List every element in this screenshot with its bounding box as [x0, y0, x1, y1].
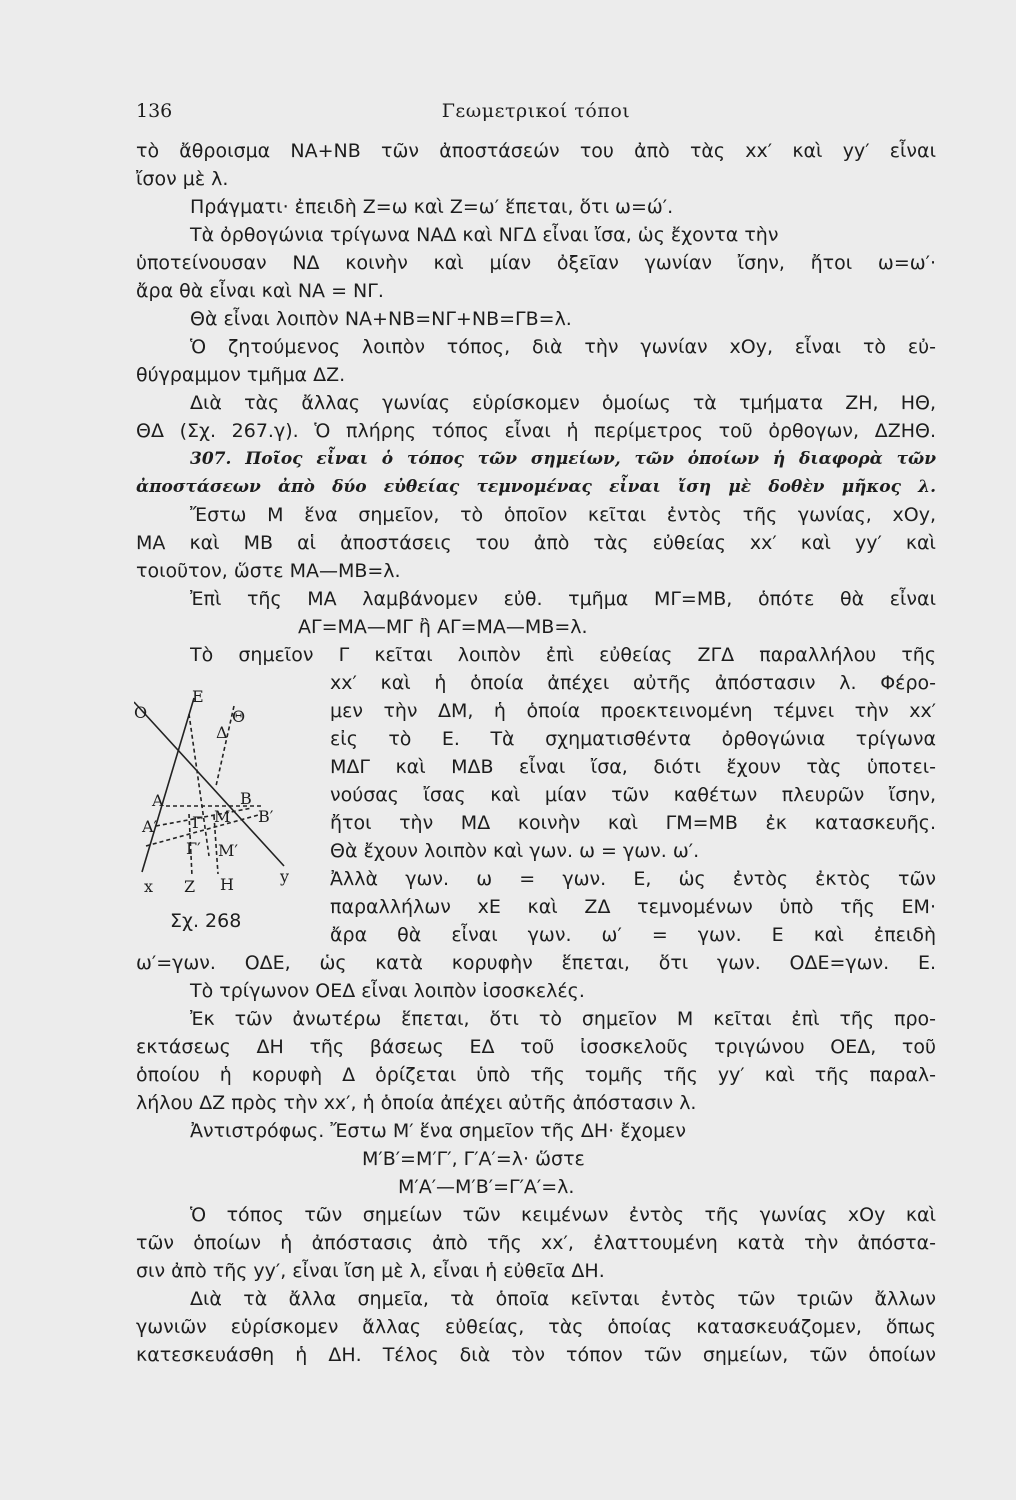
text-line: Ἔστω Μ ἕνα σημεῖον, τὸ ὁποῖον κεῖται ἐντὸς τῆς γωνίας, xOy, [190, 504, 936, 526]
figure-label: M′ [218, 841, 239, 860]
text-line: ἀποστάσεων ἀπὸ δύο εὐθείας τεμνομένας εἶναι ἴση μὲ δοθὲν μῆκος λ. [136, 477, 936, 497]
text-line: Ἀντιστρόφως. Ἔστω Μ′ ἕνα σημεῖον τῆς ΔΗ· ἔχομεν [190, 1120, 687, 1142]
figure-label: x [144, 877, 154, 896]
figure-label: y [280, 867, 290, 886]
running-header [136, 100, 936, 136]
figure-label: Δ [216, 723, 228, 742]
text-line: ἄρα θὰ εἶναι καὶ ΝΑ = ΝΓ. [136, 280, 384, 302]
figure-label: Θ [232, 707, 246, 726]
figure-label: E [192, 687, 204, 706]
figure-label: B′ [258, 807, 274, 826]
text-line: ἴσον μὲ λ. [136, 168, 229, 190]
text-line: παραλλήλων xE καὶ ΖΔ τεμνομένων ὑπὸ τῆς ΕΜ· [330, 896, 936, 918]
line-apbp [156, 808, 252, 826]
text-line: Ὁ τόπος τῶν σημείων τῶν κειμένων ἐντὸς τῆς γωνίας xOy καὶ [190, 1204, 936, 1226]
figure-caption: Σχ. 268 [170, 910, 242, 932]
text-line: Διὰ τὰς ἄλλας γωνίας εὑρίσκομεν ὁμοίως τὰ τμήματα ΖΗ, ΗΘ, [190, 392, 936, 414]
text-line: τοιοῦτον, ὥστε ΜΑ—ΜΒ=λ. [136, 560, 401, 582]
text-line: Ἀλλὰ γων. ω = γων. Ε, ὡς ἐντὸς ἐκτὸς τῶν [330, 868, 936, 890]
text-line: Ἐπὶ τῆς ΜΑ λαμβάνομεν εὐθ. τμῆμα ΜΓ=ΜΒ, ὁπότε θὰ εἶναι [190, 588, 936, 610]
figure-label: Γ [192, 813, 204, 832]
text-line: 307. Ποῖος εἶναι ὁ τόπος τῶν σημείων, τῶν ὁποίων ἡ διαφορὰ τῶν [190, 449, 936, 469]
text-line: Μ′Α′—Μ′Β′=Γ′Α′=λ. [398, 1176, 575, 1198]
text-line: xx′ καὶ ἡ ὁποία ἀπέχει αὐτῆς ἀπόστασιν λ. Φέρο- [330, 672, 936, 694]
text-line: τὸ ἄθροισμα ΝΑ+ΝΒ τῶν ἀποστάσεών του ἀπὸ τὰς xx′ καὶ yy′ εἶναι [136, 140, 936, 162]
text-line: σιν ἀπὸ τῆς yy′, εἶναι ἴση μὲ λ, εἶναι ἡ εὐθεῖα ΔΗ. [136, 1260, 605, 1282]
text-line: κατεσκευάσθη ἡ ΔΗ. Τέλος διὰ τὸν τόπον τῶν σημείων, τῶν ὁποίων [136, 1344, 936, 1366]
figure-label: O [134, 703, 148, 722]
text-line: Τὸ τρίγωνον ΟΕΔ εἶναι λοιπὸν ἰσοσκελές. [190, 980, 585, 1002]
figure-label: A′ [142, 817, 158, 836]
text-line: γωνιῶν εὑρίσκομεν ἄλλας εὐθείας, τὰς ὁποίας κατασκευάζομεν, ὅπως [136, 1316, 936, 1338]
text-line: Διὰ τὰ ἄλλα σημεῖα, τὰ ὁποῖα κεῖνται ἐντὸς τῶν τριῶν ἄλλων [190, 1288, 936, 1310]
text-line: Ὁ ζητούμενος λοιπὸν τόπος, διὰ τὴν γωνίαν xOy, εἶναι τὸ εὐ- [190, 336, 936, 358]
figure-label: Z [184, 877, 196, 896]
figure-label: A [152, 791, 164, 810]
text-line: ΜΔΓ καὶ ΜΔΒ εἶναι ἴσα, διότι ἔχουν τὰς ὑποτει- [330, 756, 936, 778]
line-yy [134, 702, 284, 866]
text-line: ΑΓ=ΜΑ—ΜΓ ἢ ΑΓ=ΜΑ—ΜΒ=λ. [298, 616, 588, 638]
text-line: λήλου ΔΖ πρὸς τὴν xx′, ἡ ὁποία ἀπέχει αὐτῆς ἀπόστασιν λ. [136, 1092, 697, 1114]
figure-label: Γ′ [186, 839, 201, 858]
text-line: Θὰ ἔχουν λοιπὸν καὶ γων. ω = γων. ω′. [330, 840, 700, 862]
text-line: ὑποτείνουσαν ΝΔ κοινὴν καὶ μίαν ὀξεῖαν γωνίαν ἴσην, ἤτοι ω=ω′· [136, 252, 936, 274]
figure-label: H [220, 875, 234, 894]
text-line: Τὸ σημεῖον Γ κεῖται λοιπὸν ἐπὶ εὐθείας ΖΓΔ παραλλήλου τῆς [190, 644, 936, 666]
text-line: ἄρα θὰ εἶναι γων. ω′ = γων. Ε καὶ ἐπειδὴ [330, 924, 936, 946]
text-line: εκτάσεως ΔΗ τῆς βάσεως ΕΔ τοῦ ἰσοσκελοῦς τριγώνου ΟΕΔ, τοῦ [136, 1036, 936, 1058]
text-line: εἰς τὸ Ε. Τὰ σχηματισθέντα ὀρθογώνια τρίγωνα [330, 728, 936, 750]
text-line: Τὰ ὀρθογώνια τρίγωνα ΝΑΔ καὶ ΝΓΔ εἶναι ἴσα, ὡς ἔχοντα τὴν [190, 224, 779, 246]
figure-label: M [214, 807, 231, 826]
line-em [189, 714, 209, 856]
text-line: ΜΑ καὶ ΜΒ αἱ ἀποστάσεις του ἀπὸ τὰς εὐθείας xx′ καὶ yy′ καὶ [136, 532, 936, 554]
text-line: Μ′Β′=Μ′Γ′, Γ′Α′=λ· ὥστε [362, 1148, 585, 1170]
text-line: Θὰ εἶναι λοιπὸν ΝΑ+ΝΒ=ΝΓ+ΝΒ=ΓΒ=λ. [190, 308, 572, 330]
text-line: μεν τὴν ΔΜ, ἡ ὁποία προεκτεινομένη τέμνει τὴν xx′ [330, 700, 936, 722]
page-number: 136 [136, 100, 173, 122]
text-line: Ἐκ τῶν ἀνωτέρω ἕπεται, ὅτι τὸ σημεῖον Μ κεῖται ἐπὶ τῆς προ- [190, 1008, 936, 1030]
text-line: θύγραμμον τμῆμα ΔΖ. [136, 364, 346, 386]
figure-268 [134, 686, 314, 938]
text-line: τῶν ὁποίων ἡ ἀπόστασις ἀπὸ τῆς xx′, ἐλαττουμένη κατὰ τὴν ἀπόστα- [136, 1232, 936, 1254]
text-line: νούσας ἴσας καὶ μίαν τῶν καθέτων πλευρῶν ἴσην, [330, 784, 936, 806]
text-line: ἤτοι τὴν ΜΔ κοινὴν καὶ ΓΜ=ΜΒ ἐκ κατασκευῆς. [330, 812, 936, 834]
running-title: Γεωμετρικοί τόποι [441, 100, 631, 122]
text-line: ΘΔ (Σχ. 267.γ). Ὁ πλήρης τόπος εἶναι ἡ περίμετρος τοῦ ὀρθογων, ΔΖΗΘ. [136, 420, 936, 442]
text-line: Πράγματι· ἐπειδὴ Ζ=ω καὶ Ζ=ω′ ἕπεται, ὅτι ω=ώ′. [190, 196, 674, 218]
figure-label: B [240, 789, 252, 808]
text-line: ω′=γων. ΟΔΕ, ὡς κατὰ κορυφὴν ἕπεται, ὅτι γων. ΟΔΕ=γων. Ε. [136, 952, 936, 974]
text-line: ὁποίου ἡ κορυφὴ Δ ὁρίζεται ὑπὸ τῆς τομῆς τῆς yy′ καὶ τῆς παραλ- [136, 1064, 936, 1086]
